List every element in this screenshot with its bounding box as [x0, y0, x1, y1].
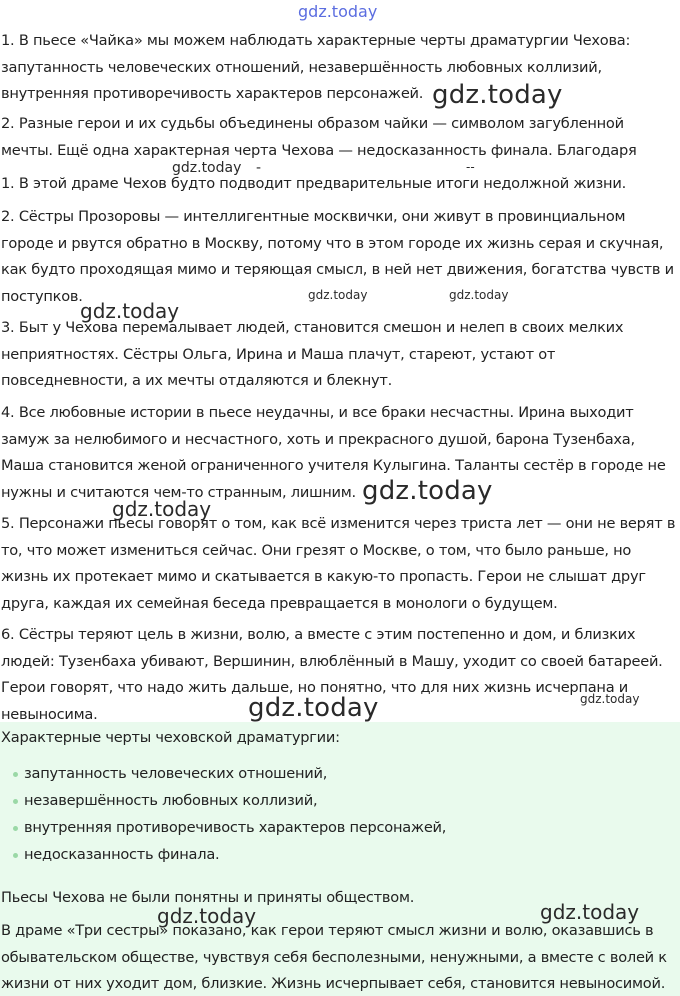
- bullet-dot-icon: [13, 772, 18, 777]
- paragraph-sisters-5: 5. Персонажи пьесы говорят о том, как всё изменится через триста лет — они не верят в то, что может измениться сейчас. Они грезят о Москве, о том, что было раньше, но жизнь их протекает мимо и скатывается в какую-то пропасть. Герои не слышат друг друга, каждая их семейная беседа превращается в монологи о будущем.: [1, 515, 676, 612]
- list-item: недосказанность финала.: [0, 841, 446, 868]
- watermark: gdz.today: [112, 497, 212, 521]
- summary-list: [0, 760, 446, 868]
- watermark: gdz.today: [80, 299, 180, 323]
- paragraph-sisters-4: 4. Все любовные истории в пьесе неудачны, и все браки несчастны. Ирина выходит замуж за нелюбимого и несчастного, хоть и прекрасного душой, барона Тузенбаха, Маша становится женой ограниченного учителя Кулыгина. Таланты сестёр в городе не нужны и считаются чем-то странным, лишним.: [1, 404, 666, 501]
- bullet-dot-icon: [13, 799, 18, 804]
- watermark: gdz.today: [580, 692, 640, 706]
- watermark-fragment: --: [466, 160, 475, 174]
- watermark: gdz.today: [308, 288, 368, 302]
- paragraph-sisters-3: 3. Быт у Чехова перемалывает людей, становится смешон и нелеп в своих мелких неприятностях. Сёстры Ольга, Ирина и Маша плачут, стареют, устают от повседневности, а их мечты отдаляются и блекнут.: [1, 319, 624, 389]
- paragraph-sisters-1: 1. В этой драме Чехов будто подводит предварительные итоги недолжной жизни.: [1, 175, 626, 192]
- summary-conclusion: В драме «Три сестры» показано, как герои теряют смысл жизни и волю, оказавшись в обывательском обществе, чувствуя себя бесполезными, ненужными, а вместе с волей к жизни от них уходит дом, близкие. Жизнь исчерпывает себя, становится невыносимой.: [1, 922, 667, 992]
- bullet-dot-icon: [13, 853, 18, 858]
- watermark: gdz.today: [540, 900, 640, 924]
- watermark: gdz.today: [362, 476, 493, 506]
- summary-heading: Характерные черты чеховской драматургии:: [1, 729, 340, 746]
- paragraph-chaika-1: 1. В пьесе «Чайка» мы можем наблюдать характерные черты драматургии Чехова: запутанность человеческих отношений, незавершённость любовных коллизий, внутренняя противоречивость характеров персонажей.: [1, 32, 631, 102]
- watermark: gdz.today: [432, 80, 563, 110]
- list-item: запутанность человеческих отношений,: [0, 760, 446, 787]
- watermark-top: gdz.today: [298, 2, 378, 21]
- watermark-fragment: -: [256, 160, 262, 176]
- list-item: незавершённость любовных коллизий,: [0, 787, 446, 814]
- paragraph-sisters-6: 6. Сёстры теряют цель в жизни, волю, а вместе с этим постепенно и дом, и близких людей: Тузенбаха убивают, Вершинин, влюблённый в Машу, уходит со своей батареей. Герои говорят, что надо жить дальше, но понятно, что для них жизнь исчерпана и невыносима.: [1, 626, 663, 723]
- summary-note: Пьесы Чехова не были понятны и приняты обществом.: [1, 889, 415, 906]
- watermark: gdz.today: [248, 693, 379, 723]
- list-item: внутренняя противоречивость характеров персонажей,: [0, 814, 446, 841]
- watermark: gdz.today: [449, 288, 509, 302]
- watermark: gdz.today: [172, 160, 242, 176]
- paragraph-sisters-2: 2. Сёстры Прозоровы — интеллигентные москвички, они живут в провинциальном городе и рвутся обратно в Москву, потому что в этом городе их жизнь серая и скучная, как будто проходящая мимо и теряющая смысл, в ней нет движения, богатства чувств и поступков.: [1, 208, 674, 305]
- bullet-dot-icon: [13, 826, 18, 831]
- watermark: gdz.today: [157, 904, 257, 928]
- paragraph-chaika-2: 2. Разные герои и их судьбы объединены образом чайки — символом загубленной мечты. Ещё одна характерная черта Чехова — недосказанность финала. Благодаря: [1, 115, 637, 159]
